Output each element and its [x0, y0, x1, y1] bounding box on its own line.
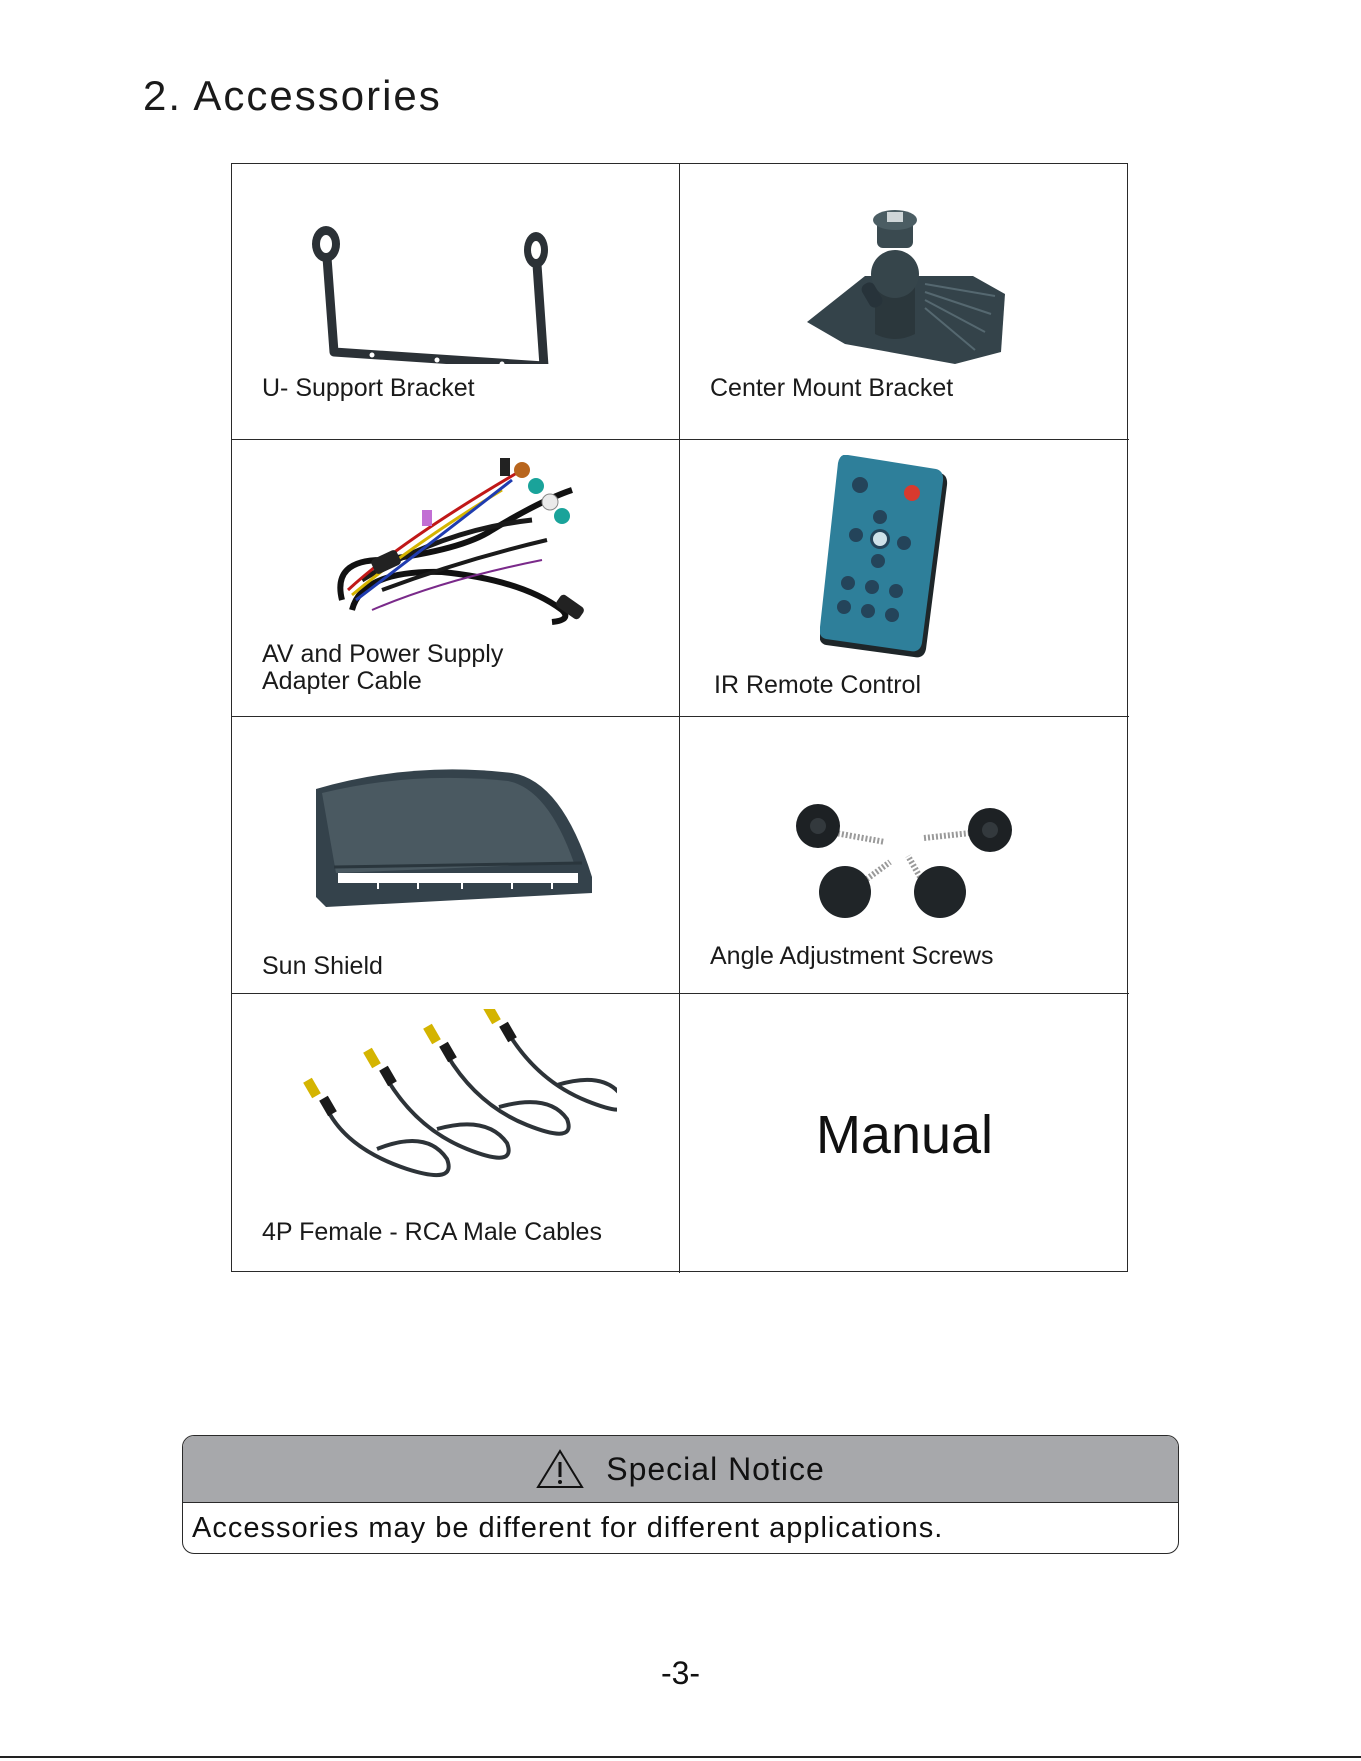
center-mount-icon	[805, 204, 1005, 374]
special-notice-header	[183, 1436, 1178, 1503]
av-cable-icon	[322, 450, 622, 640]
screws-icon	[790, 792, 1020, 922]
accessory-label: AV and Power Supply Adapter Cable	[262, 640, 504, 695]
warning-triangle-icon	[536, 1449, 584, 1489]
manual-label: Manual	[815, 1105, 994, 1165]
special-notice-text: Accessories may be different for different applications.	[192, 1512, 944, 1544]
accessory-label: Center Mount Bracket	[710, 374, 954, 402]
accessory-cell-u-support-bracket	[232, 164, 680, 440]
accessory-cell-rca-cables	[232, 994, 680, 1273]
accessory-label: U- Support Bracket	[262, 374, 475, 402]
page-number: -3-	[660, 1655, 701, 1691]
accessory-cell-center-mount-bracket	[680, 164, 1129, 440]
accessory-cell-ir-remote	[680, 440, 1129, 717]
u-bracket-icon	[312, 224, 552, 364]
accessories-table	[231, 163, 1128, 1272]
page-title: 2. Accessories	[143, 72, 442, 119]
accessory-label: 4P Female - RCA Male Cables	[262, 1218, 602, 1246]
bottom-divider	[0, 1756, 1361, 1758]
accessory-label: Sun Shield	[262, 952, 383, 980]
special-notice-box	[182, 1435, 1179, 1554]
accessory-cell-angle-screws	[680, 717, 1129, 994]
sun-shield-icon	[312, 767, 602, 917]
special-notice-title: Special Notice	[606, 1450, 825, 1487]
accessory-label: Angle Adjustment Screws	[710, 942, 994, 970]
accessory-cell-av-power-cable	[232, 440, 680, 717]
accessory-cell-sun-shield	[232, 717, 680, 994]
rca-cables-icon	[287, 1009, 617, 1199]
accessory-cell-manual	[680, 994, 1129, 1273]
remote-control-icon	[820, 455, 950, 670]
accessory-label: IR Remote Control	[714, 671, 922, 699]
